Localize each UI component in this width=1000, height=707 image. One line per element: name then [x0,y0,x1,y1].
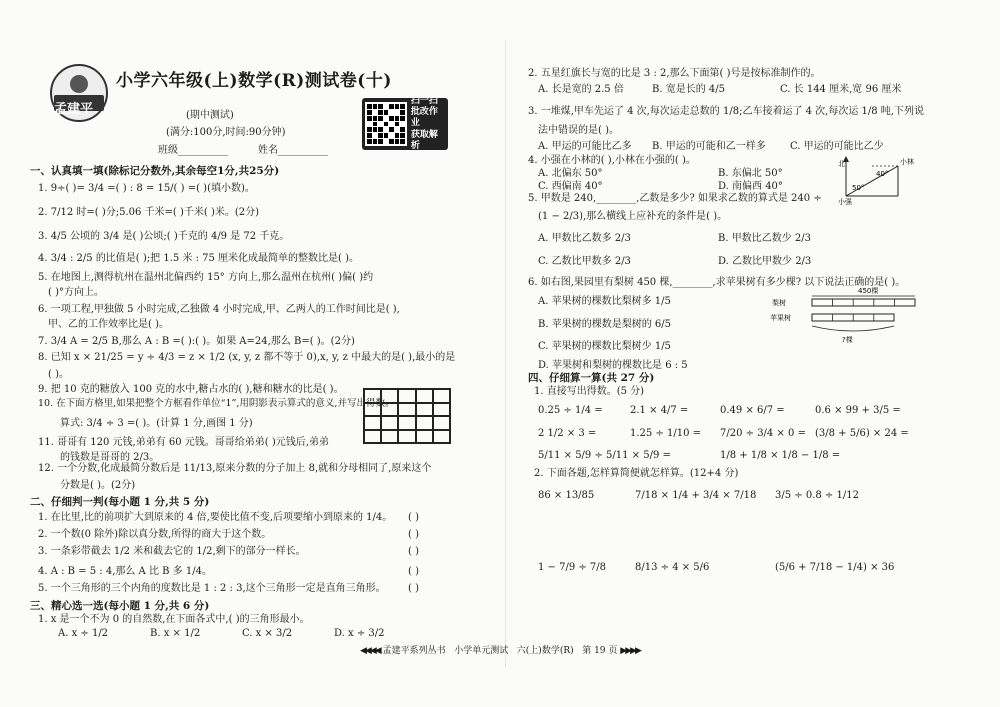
choice-q1-option-a: A. x ÷ 1/2 [58,628,109,639]
page-footer [330,646,670,656]
fill-q12-cont: 分数是( )。(2分) [60,480,136,491]
fill-q5-cont: ( )°方向上。 [48,287,104,298]
choice-q5: 5. 甲数是 240,________,乙数是多少? 如果求乙数的算式是 240 ÷ [528,193,822,204]
judge-answer-1[interactable]: ( ) [408,512,419,523]
judge-q1: 1. 在比里,比的前项扩大到原来的 4 倍,要使比值不变,后项要缩小到原来的 1/4。 [38,512,393,523]
choice-q1: 1. x 是一个不为 0 的自然数,在下面各式中,( )的三角形最小。 [38,614,310,625]
calc-item-2: 2.1 × 4/7 = [630,405,689,416]
fill-q8-cont: ( )。 [48,369,69,380]
fill-q3: 3. 4/5 公顷的 3/4 是( )公顷;( )千克的 4/9 是 72 千克。 [38,231,290,242]
pear-label: 梨树 [772,299,786,307]
unknown-label: ?棵 [842,336,853,344]
name-field: 姓名__________ [258,145,328,156]
direction-diagram [838,154,916,206]
calc-item-4: 0.6 × 99 + 3/5 = [815,405,901,416]
total-label: 450棵 [858,287,879,295]
class-field: 班级__________ [158,145,228,156]
footer-book: 小学单元测试 [454,646,509,656]
choice-q2-option-c: C. 长 144 厘米,宽 96 厘米 [780,84,902,95]
footer-grade: 六(上)数学(R) [516,646,574,656]
section-3-heading: 三、精心选一选(每小题 1 分,共 6 分) [30,600,210,612]
choice-q5-option-d: D. 乙数比甲数少 2/3 [718,256,812,267]
judge-q2: 2. 一个数(0 除外)除以真分数,所得的商大于这个数。 [38,529,272,540]
choice-q4: 4. 小强在小林的( ),小林在小强的( )。 [528,155,696,166]
fill-q12: 12. 一个分数,化成最简分数后是 11/13,原来分数的分子加上 8,就和分母相同了,原来这个 [38,463,432,474]
score-time: (满分:100分,时间:90分钟) [166,127,286,138]
choice-q4-option-d: D. 南偏西 40° [718,181,783,192]
calc2-item-5: 8/13 ÷ 4 × 5/6 [635,562,710,573]
page-title: 小学六年级(上)数学(R)测试卷(十) [116,71,392,91]
choice-q6-option-a: A. 苹果树的棵数比梨树多 1/5 [538,296,671,307]
shading-grid[interactable] [363,388,451,444]
choice-q3-option-c: C. 甲运的可能比乙少 [790,141,884,152]
fill-q4: 4. 3/4 : 2/5 的比值是( );把 1.5 米 : 75 厘米化成最简单的整数比是( )。 [38,253,360,264]
fill-q6: 6. 一项工程,甲独做 5 小时完成,乙独做 4 小时完成,甲、乙两人的工作时间比是( ), [38,304,400,315]
footer-series: 孟建平系列丛书 [382,646,446,656]
calc-item-8: (3/8 + 5/6) × 24 = [815,428,909,439]
angle-40-label: 40° [876,170,889,178]
section-1-heading: 一、认真填一填(除标记分数外,其余每空1分,共25分) [30,165,280,177]
footer-arrows-right-icon: ▶▶▶▶ [620,646,640,656]
fill-q2: 2. 7/12 时=( )分;5.06 千米=( )千米( )米。(2分) [38,207,260,218]
calc2-item-1: 86 × 13/85 [538,490,595,501]
judge-answer-3[interactable]: ( ) [408,546,419,557]
judge-q4: 4. A : B = 5 : 4,那么 A 比 B 多 1/4。 [38,566,212,577]
judge-answer-2[interactable]: ( ) [408,529,419,540]
choice-q2-option-b: B. 宽是长的 4/5 [652,84,725,95]
choice-q6-option-c: C. 苹果树的棵数比梨树少 1/5 [538,341,671,352]
fill-q7: 7. 3/4 A = 2/5 B,那么 A : B =( ):( )。如果 A=24,那么 B=( )。(2分) [38,336,355,347]
section-2-heading: 二、仔细判一判(每小题 1 分,共 5 分) [30,496,210,508]
xiaolin-label: 小林 [900,158,914,166]
fill-q10: 10. 在下面方格里,如果把整个方框看作单位“1”,用阴影表示算式的意义,并写出得数。 [38,398,395,409]
calc2-item-3: 3/5 ÷ 0.8 ÷ 1/12 [775,490,859,501]
choice-q5-option-c: C. 乙数比甲数多 2/3 [538,256,631,267]
choice-q1-option-d: D. x ÷ 3/2 [334,628,385,639]
judge-answer-5[interactable]: ( ) [408,583,419,594]
choice-q4-option-b: B. 东偏北 50° [718,168,783,179]
fill-q10-formula: 算式: 3/4 ÷ 3 =( )。(计算 1 分,画图 1 分) [60,418,253,429]
angle-50-label: 50° [852,184,865,192]
qr-caption-2: 批改作业 [410,107,438,129]
qr-code-icon [365,102,407,146]
choice-q5-cont: (1 − 2/3),那么横线上应补充的条件是( )。 [538,211,728,222]
section-4-heading: 四、仔细算一算(共 27 分) [528,372,655,384]
choice-q4-option-a: A. 北偏东 50° [538,168,603,179]
qr-caption-1: 扫一扫 [410,95,438,106]
tree-bar-diagram [770,284,920,346]
footer-arrows-left-icon: ◀◀◀◀ [360,646,380,656]
calc-part-1: 1. 直接写出得数。(5 分) [534,386,645,397]
choice-q3-option-b: B. 甲运的可能和乙一样多 [652,141,766,152]
apple-label: 苹果树 [770,314,791,322]
choice-q6: 6. 如右图,果园里有梨树 450 棵,________,求苹果树有多少棵? 以下说法正确的是( )。 [528,277,906,288]
choice-q4-option-c: C. 西偏南 40° [538,181,603,192]
fill-q11: 11. 哥哥有 120 元钱,弟弟有 60 元钱。哥哥给弟弟( )元钱后,弟弟 [38,437,329,448]
calc-item-1: 0.25 ÷ 1/4 = [538,405,603,416]
judge-q5: 5. 一个三角形的三个内角的度数比是 1 : 2 : 3,这个三角形一定是直角三角形。 [38,583,386,594]
fill-q8: 8. 已知 x × 21/25 = y ÷ 4/3 = z × 1/2 (x, y, z 都不等于 0),x, y, z 中最大的是( ),最小的是 [38,352,456,363]
xiaoqiang-label: 小强 [838,198,852,206]
qr-caption-3: 获取解析 [410,129,438,151]
fill-q5: 5. 在地图上,测得杭州在温州北偏西约 15° 方向上,那么温州在杭州( )偏( )约 [38,272,374,283]
fill-q9: 9. 把 10 克的糖放入 100 克的水中,糖占水的( ),糖和糖水的比是( )。 [38,384,344,395]
judge-answer-4[interactable]: ( ) [408,566,419,577]
subtitle: (期中测试) [186,110,234,121]
qr-code-block [362,95,448,151]
choice-q2-option-a: A. 长是宽的 2.5 倍 [538,84,624,95]
choice-q5-option-a: A. 甲数比乙数多 2/3 [538,233,631,244]
calc-item-3: 0.49 × 6/7 = [720,405,785,416]
fold-line [505,40,506,667]
calc2-item-2: 7/18 × 1/4 + 3/4 × 7/18 [635,490,757,501]
choice-q5-option-b: B. 甲数比乙数少 2/3 [718,233,811,244]
calc-item-7: 7/20 ÷ 3/4 × 0 = [720,428,806,439]
choice-q1-option-b: B. x × 1/2 [150,628,201,639]
fill-q6-cont: 甲、乙的工作效率比是( )。 [48,319,169,330]
choice-q6-option-d: D. 苹果树和梨树的棵数比是 6 : 5 [538,360,688,371]
fill-q11-cont: 的钱数是哥哥的 2/3。 [60,452,160,463]
judge-q3: 3. 一条彩带截去 1/2 米和截去它的 1/2,剩下的部分一样长。 [38,546,306,557]
calc-item-6: 1.25 ÷ 1/10 = [630,428,702,439]
choice-q3-option-a: A. 甲运的可能比乙多 [538,141,632,152]
choice-q2: 2. 五星红旗长与宽的比是 3 : 2,那么下面第( )号是按标准制作的。 [528,68,821,79]
fill-q1: 1. 9÷( )= 3/4 =( ) : 8 = 15/( ) =( )(填小数)。 [38,183,255,194]
footer-page-number: 第 19 页 [582,646,618,656]
calc-item-5: 2 1/2 × 3 = [538,428,597,439]
calc-item-9: 5/11 × 5/9 ÷ 5/11 × 5/9 = [538,450,671,461]
calc-part-2: 2. 下面各题,怎样算简便就怎样算。(12+4 分) [534,468,739,479]
choice-q3: 3. 一堆煤,甲车先运了 4 次,每次运走总数的 1/8;乙车接着运了 4 次,每次运 1/8 吨,下列说 [528,106,924,117]
calc2-item-6: (5/6 + 7/18 − 1/4) × 36 [775,562,895,573]
choice-q3-cont: 法中错误的是( )。 [538,125,619,136]
calc-item-10: 1/8 + 1/8 × 1/8 − 1/8 = [720,450,841,461]
calc2-item-4: 1 − 7/9 ÷ 7/8 [538,562,607,573]
choice-q6-option-b: B. 苹果树的棵数是梨树的 6/5 [538,319,671,330]
brand-name: 孟建平 [54,102,94,117]
north-label: 北 [838,160,845,168]
choice-q1-option-c: C. x × 3/2 [242,628,293,639]
